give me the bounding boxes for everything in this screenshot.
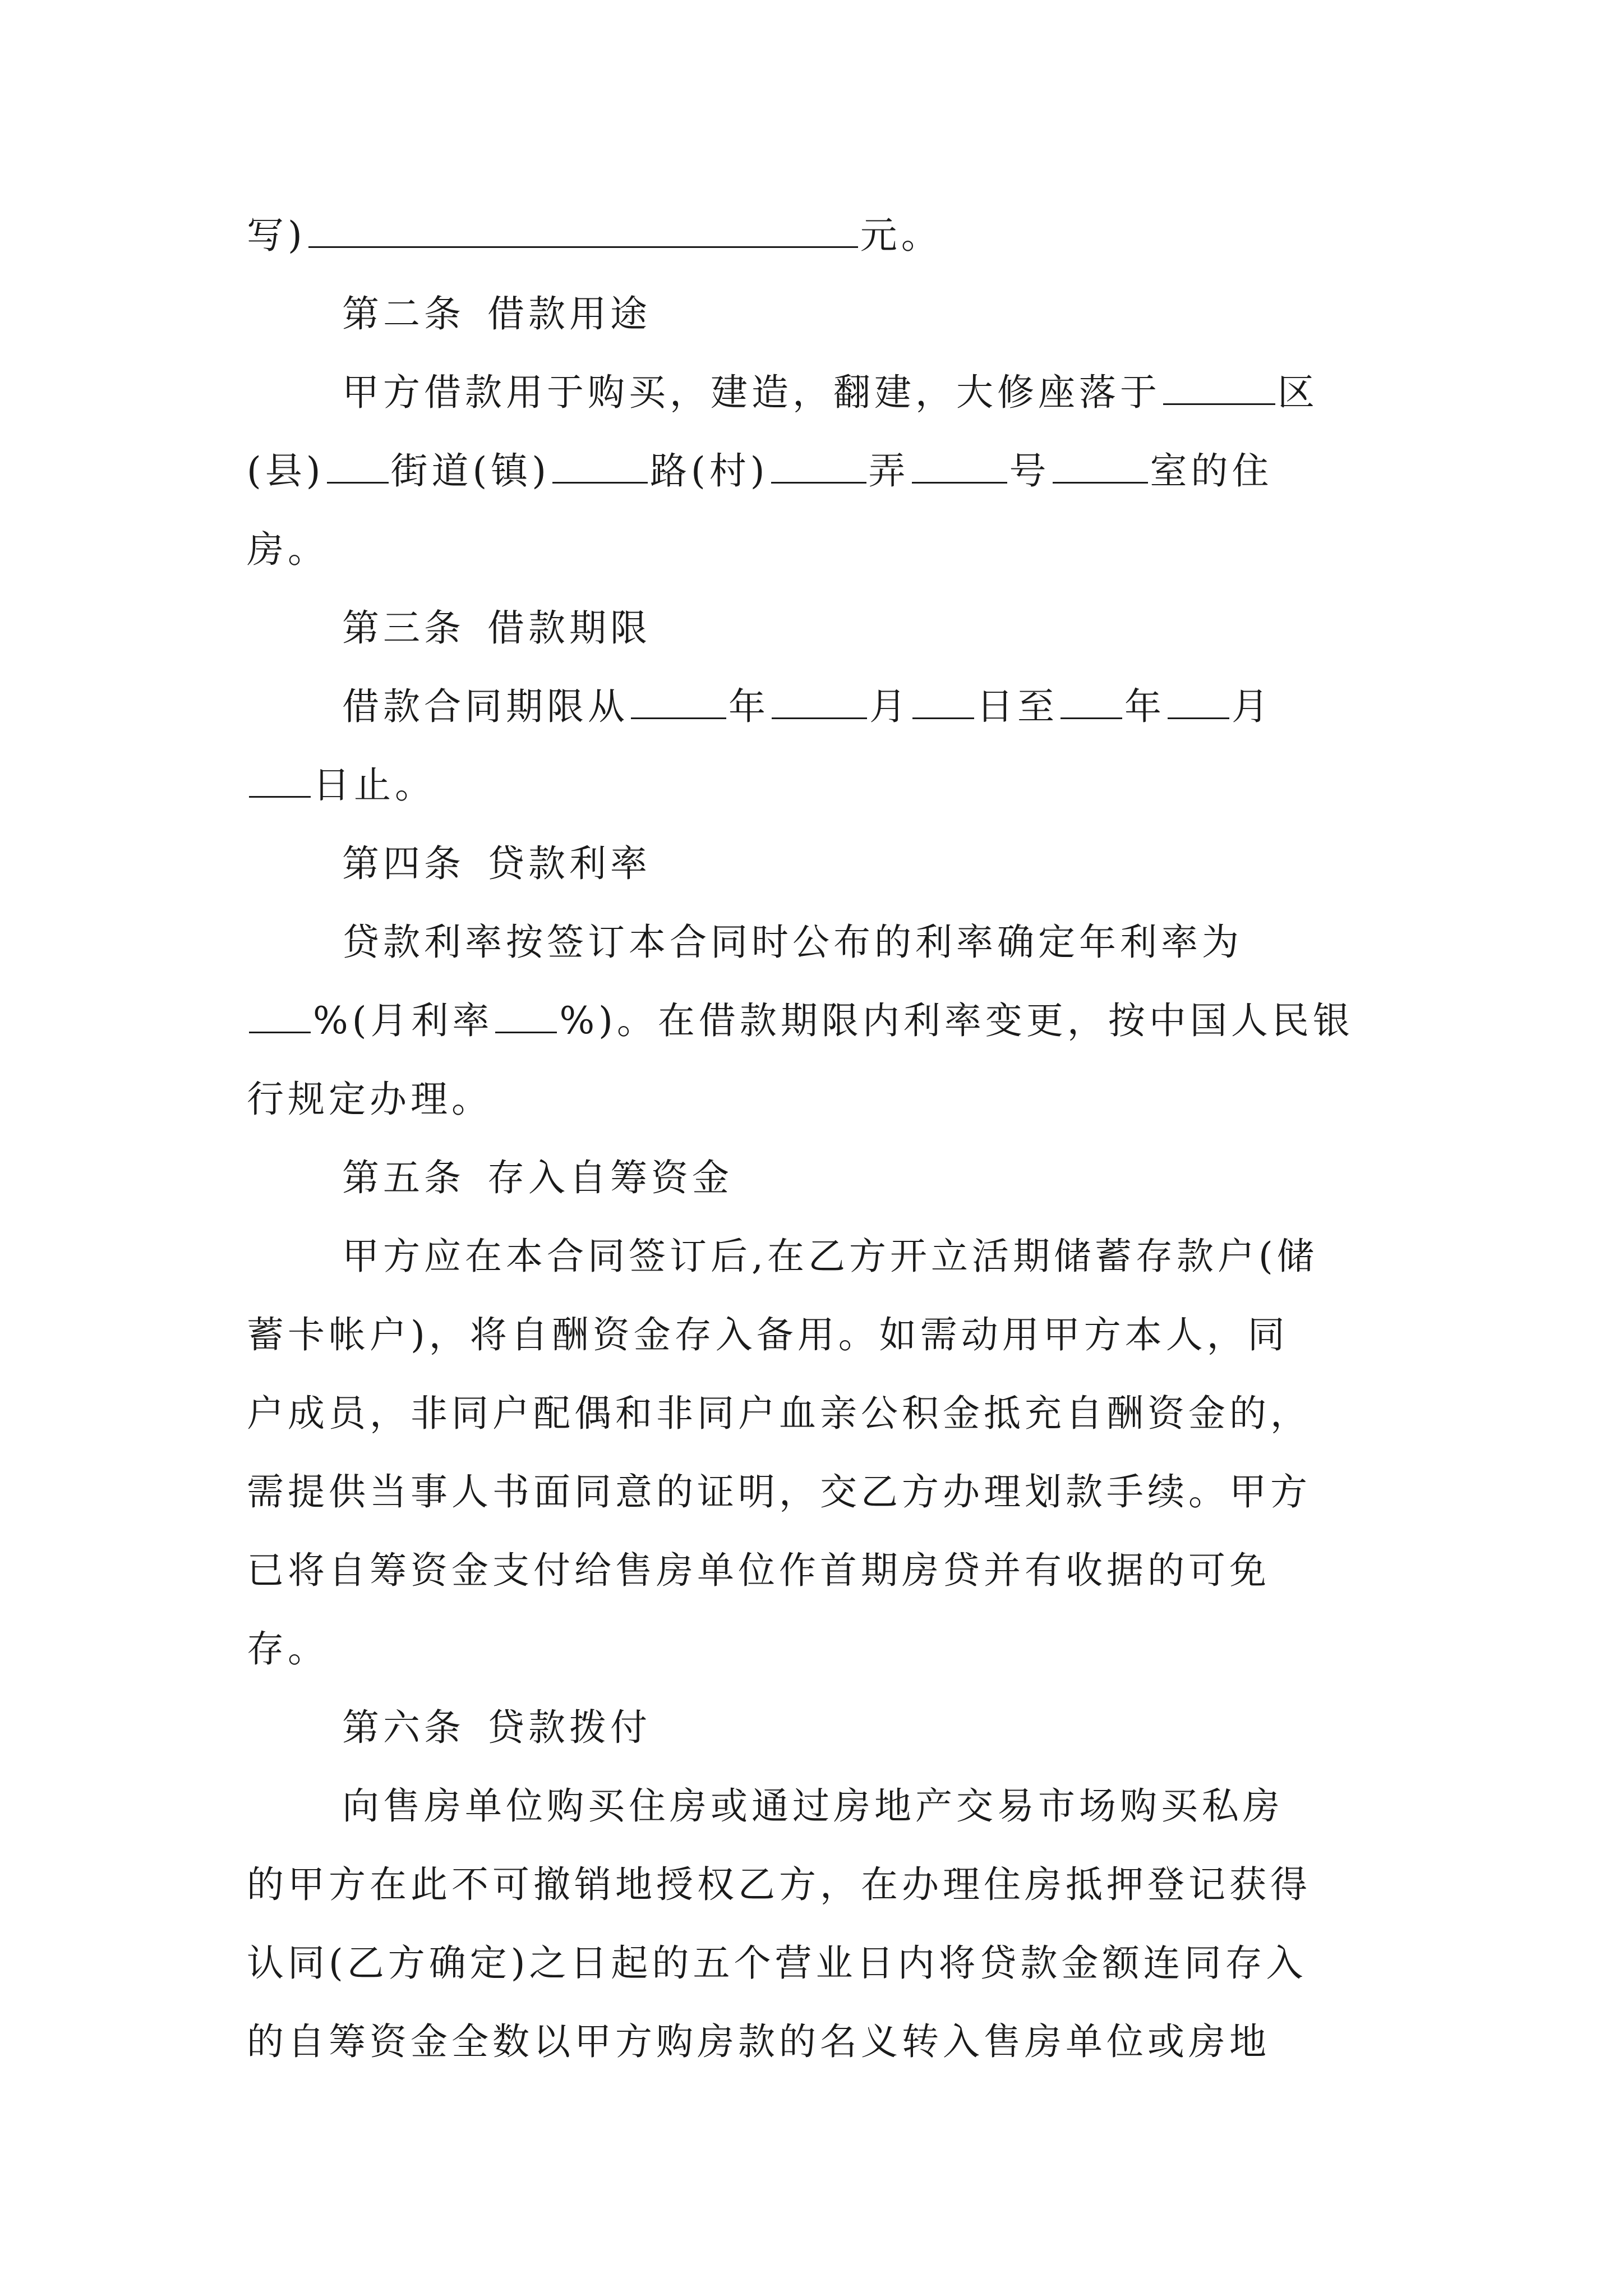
text-line — [247, 1857, 1391, 1913]
fill-blank — [249, 998, 311, 1033]
text-line — [342, 365, 1391, 421]
text-line — [247, 1543, 1391, 1599]
text-fragment: 日止。 — [313, 763, 436, 807]
text-fragment: 行规定办理。 — [247, 1078, 492, 1121]
text-line — [247, 2014, 1391, 2070]
text-line — [247, 1071, 1391, 1128]
fill-blank — [249, 762, 311, 798]
text-line — [342, 1778, 1391, 1834]
text-fragment: 日至 — [976, 685, 1058, 728]
text-fragment: 年 — [1124, 685, 1165, 728]
text-fragment: 的甲方在此不可撤销地授权乙方，在办理住房抵押登记获得 — [247, 1863, 1311, 1906]
article-title: 存入自筹资金 — [487, 1156, 733, 1199]
text-line — [247, 208, 1391, 264]
text-fragment: (县) — [247, 449, 325, 493]
text-fragment: 户成员，非同户配偶和非同户血亲公积金抵充自酬资金的， — [247, 1392, 1311, 1435]
fill-blank — [327, 448, 389, 484]
text-fragment: 向售房单位购买住房或通过房地产交易市场购买私房 — [342, 1784, 1284, 1828]
fill-blank — [631, 684, 726, 719]
fill-blank — [912, 684, 974, 719]
text-fragment: 房。 — [247, 528, 329, 571]
text-line — [342, 914, 1391, 970]
article-heading — [342, 600, 1486, 656]
text-line — [247, 443, 1391, 499]
text-fragment: 弄 — [868, 449, 910, 493]
text-line — [247, 993, 1391, 1049]
article-title: 借款用途 — [487, 292, 651, 335]
text-fragment: 区 — [1278, 371, 1318, 414]
text-fragment: 已将自筹资金支付给售房单位作首期房贷并有收据的可免 — [247, 1549, 1270, 1592]
fill-blank — [772, 684, 867, 719]
fill-blank — [1163, 370, 1275, 405]
text-fragment: %(月利率 — [313, 999, 494, 1042]
fill-blank — [912, 448, 1007, 484]
text-fragment: 甲方应在本合同签订后,在乙方开立活期储蓄存款户(储 — [342, 1235, 1318, 1278]
article-number: 第五条 — [342, 1156, 465, 1199]
fill-blank — [771, 448, 866, 484]
article-title: 贷款利率 — [487, 842, 651, 885]
text-line — [247, 1464, 1391, 1520]
text-fragment: 的自筹资金全数以甲方购房款的名义转入售房单位或房地 — [247, 2020, 1270, 2063]
fill-blank — [1168, 684, 1229, 719]
text-line — [247, 522, 1391, 578]
text-fragment: 写) — [247, 214, 306, 257]
article-number: 第二条 — [342, 292, 465, 335]
text-fragment: 借款合同期限从 — [342, 685, 629, 728]
text-fragment: 元。 — [860, 214, 942, 257]
text-line — [247, 1935, 1391, 1991]
article-number: 第四条 — [342, 842, 465, 885]
article-number: 第六条 — [342, 1706, 465, 1749]
text-fragment: 认同(乙方确定)之日起的五个营业日内将贷款金额连同存入 — [247, 1941, 1307, 1985]
text-line — [342, 1228, 1391, 1285]
text-fragment: 月 — [869, 685, 910, 728]
article-title: 贷款拨付 — [487, 1706, 651, 1749]
text-fragment: 路(村) — [650, 449, 769, 493]
text-fragment: 号 — [1009, 449, 1050, 493]
article-heading — [342, 1150, 1486, 1206]
fill-blank — [495, 998, 557, 1033]
article-heading — [342, 286, 1486, 342]
text-fragment: 需提供当事人书面同意的证明，交乙方办理划款手续。甲方 — [247, 1470, 1311, 1513]
article-heading — [342, 836, 1486, 892]
fill-blank — [308, 213, 858, 248]
text-fragment: 贷款利率按签订本合同时公布的利率确定年利率为 — [342, 921, 1243, 964]
article-heading — [342, 1700, 1486, 1756]
fill-blank — [1061, 684, 1122, 719]
fill-blank — [552, 448, 648, 484]
text-fragment: 年 — [728, 685, 769, 728]
text-line — [247, 757, 1391, 813]
text-fragment: %)。在借款期限内利率变更，按中国人民银 — [559, 999, 1354, 1042]
article-number: 第三条 — [342, 606, 465, 650]
text-fragment: 街道(镇) — [390, 449, 550, 493]
text-fragment: 月 — [1232, 685, 1272, 728]
text-line — [342, 679, 1391, 735]
text-fragment: 室的住 — [1150, 449, 1273, 493]
text-fragment: 存。 — [247, 1627, 329, 1671]
text-line — [247, 1386, 1391, 1442]
text-line — [247, 1621, 1391, 1677]
fill-blank — [1053, 448, 1148, 484]
text-fragment: 蓄卡帐户)，将自酬资金存入备用。如需动用甲方本人，同 — [247, 1313, 1289, 1356]
text-fragment: 甲方借款用于购买，建造，翻建，大修座落于 — [342, 371, 1161, 414]
article-title: 借款期限 — [487, 606, 651, 650]
text-line — [247, 1307, 1391, 1363]
